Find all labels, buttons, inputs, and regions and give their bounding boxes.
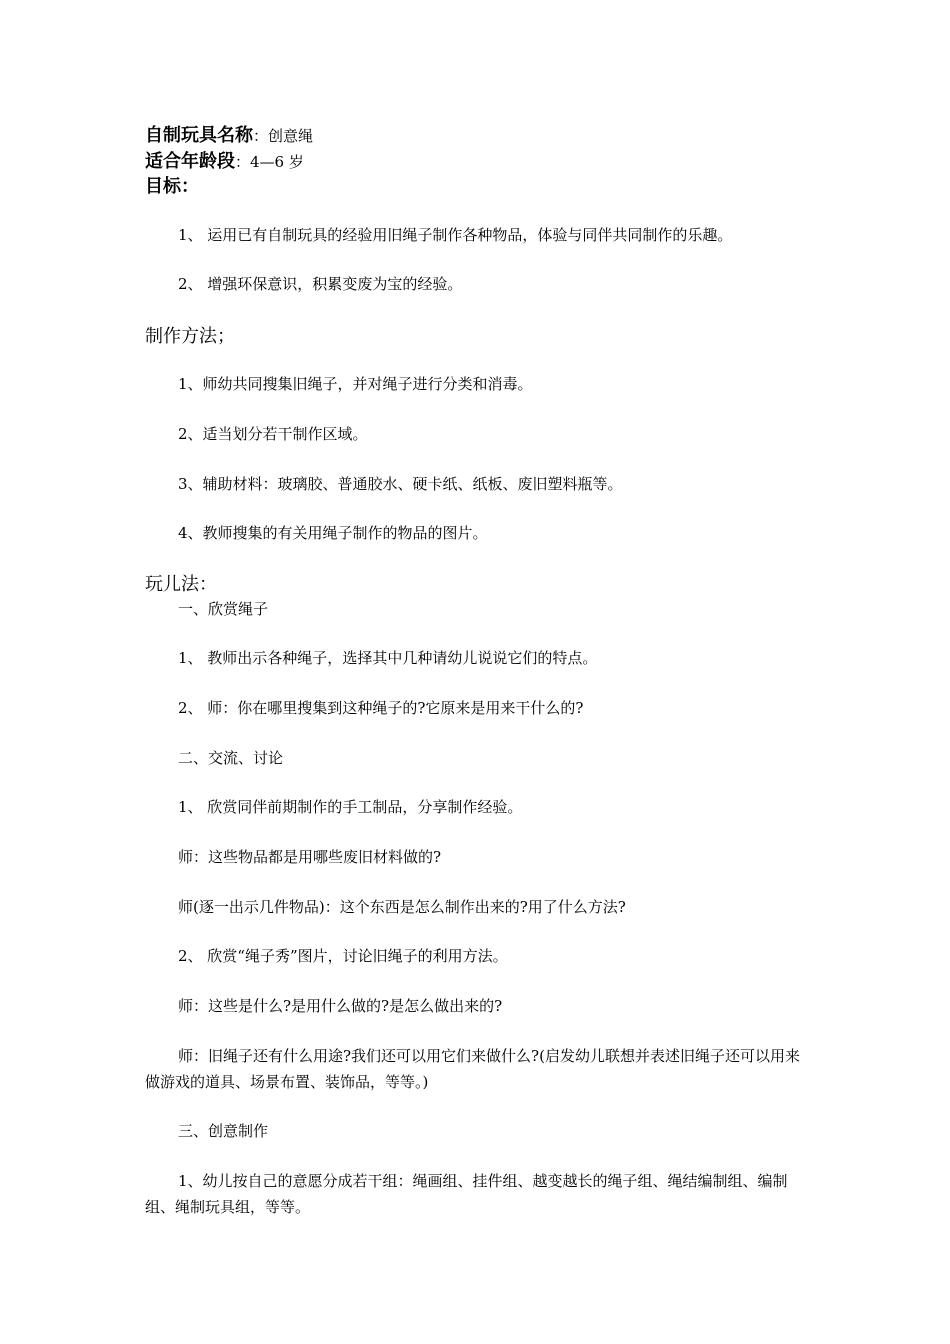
play-item: 师：这些物品都是用哪些废旧材料做的? (178, 848, 442, 866)
play-item: 1、 教师出示各种绳子，选择其中几种请幼儿说说它们的特点。 (178, 649, 598, 667)
play-item: 2、 师：你在哪里搜集到这种绳子的?它原来是用来干什么的? (178, 699, 584, 717)
method-item: 2、适当划分若干制作区域。 (178, 425, 368, 443)
toy-name-label: 自制玩具名称 (145, 125, 253, 146)
goal-item: 2、 增强环保意识，积累变废为宝的经验。 (178, 275, 463, 293)
play-item: 1、 欣赏同伴前期制作的手工制品，分享制作经验。 (178, 798, 523, 816)
play-paragraph: 1、幼儿按自己的意愿分成若干组：绳画组、挂件组、越变越长的绳子组、绳结编制组、编制组、绳制玩具组，等等。 (145, 1172, 788, 1216)
age-label: 适合年龄段 (145, 151, 235, 172)
method-heading: 制作方法； (145, 326, 235, 347)
goal-heading: 目标： (145, 176, 199, 197)
age-line (145, 153, 304, 171)
toy-name-line (145, 127, 313, 145)
play-paragraph: 师：旧绳子还有什么用途?我们还可以用它们来做什么?(启发幼儿联想并表述旧绳子还可以用来做游戏的道具、场景布置、装饰品，等等。) (145, 1047, 800, 1091)
play-item: 师：这些是什么?是用什么做的?是怎么做出来的? (178, 997, 503, 1015)
age-value: ：4—6 岁 (235, 153, 304, 171)
method-item: 1、师幼共同搜集旧绳子，并对绳子进行分类和消毒。 (178, 375, 533, 393)
goal-item: 1、 运用已有自制玩具的经验用旧绳子制作各种物品，体验与同伴共同制作的乐趣。 (178, 226, 733, 244)
toy-name-value: ：创意绳 (253, 127, 314, 145)
method-item: 3、辅助材料：玻璃胶、普通胶水、硬卡纸、纸板、废旧塑料瓶等。 (178, 475, 623, 493)
play-heading: 玩儿法： (145, 574, 217, 595)
section-title: 二、交流、讨论 (178, 749, 284, 767)
section-title: 三、创意制作 (178, 1122, 269, 1140)
play-item: 师(逐一出示几件物品)：这个东西是怎么制作出来的?用了什么方法? (178, 898, 626, 916)
method-item: 4、教师搜集的有关用绳子制作的物品的图片。 (178, 524, 488, 542)
section-title: 一、欣赏绳子 (178, 600, 269, 618)
play-item: 2、 欣赏“绳子秀”图片，讨论旧绳子的利用方法。 (178, 947, 508, 965)
